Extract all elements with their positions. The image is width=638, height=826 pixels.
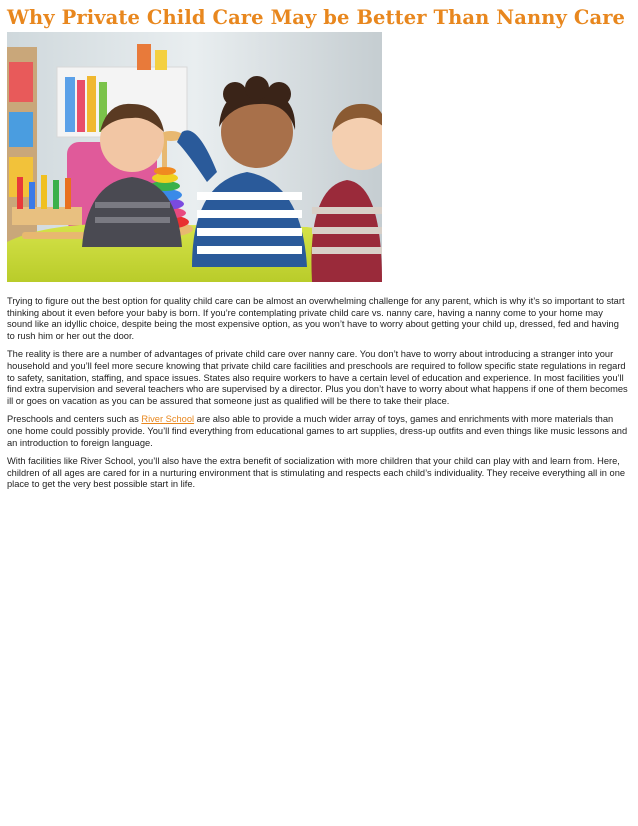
children-playing-illustration <box>7 32 382 282</box>
children-playing-photo <box>7 32 382 282</box>
river-school-link[interactable]: River School <box>141 414 195 425</box>
paragraph-3 <box>7 414 629 449</box>
paragraph-2: The reality is there are a number of advantages of private child care over nanny care. You don’t have to worry about introducing a stranger into your household and you’ll feel more secure knowing that private child care facilities and preschools are required to follow specific state regulations in regard to safety, sanitation, staffing, and space issues. States also require workers to have a certain level of education and experience. In most facilities you’ll find extra supervision and several teachers who are supervised by a director. Plus you don’t have to worry about what happens if one of them becomes ill or goes on vacation as you can be assured that someone just as qualified will be there to take their place. <box>7 349 628 406</box>
article-body <box>7 296 629 498</box>
paragraph-4: With facilities like River School, you’ll also have the extra benefit of socialization with more children that your child can play with and learn from. Here, children of all ages are cared for in a nurturing environment that is stimulating and respects each child’s individuality. They receive everything all in one place to get the very best possible start in life. <box>7 456 626 490</box>
article-title: Why Private Child Care May be Better Than Nanny Care <box>7 6 626 29</box>
paragraph-3-rest: are also able to provide a much wider array of toys, games and enrichments with more materials than one home could possibly provide. You’ll find everything from educational games to art supplies, dress-up outfits and even things like music lessons and an introduction to foreign language. <box>7 414 628 448</box>
paragraph-3-intro: Preschools and centers such as <box>7 414 142 425</box>
paragraph-1: Trying to figure out the best option for quality child care can be almost an overwhelming challenge for any parent, which is why it’s so important to start thinking about it even before your baby is born. If you’re contemplating private child care vs. nanny care, having a nanny come to your home may sound like an idyllic choice, despite being the most expensive option, as you won’t have to worry about getting your child up, dressed, fed and having to rush him or her out the door. <box>7 296 625 341</box>
